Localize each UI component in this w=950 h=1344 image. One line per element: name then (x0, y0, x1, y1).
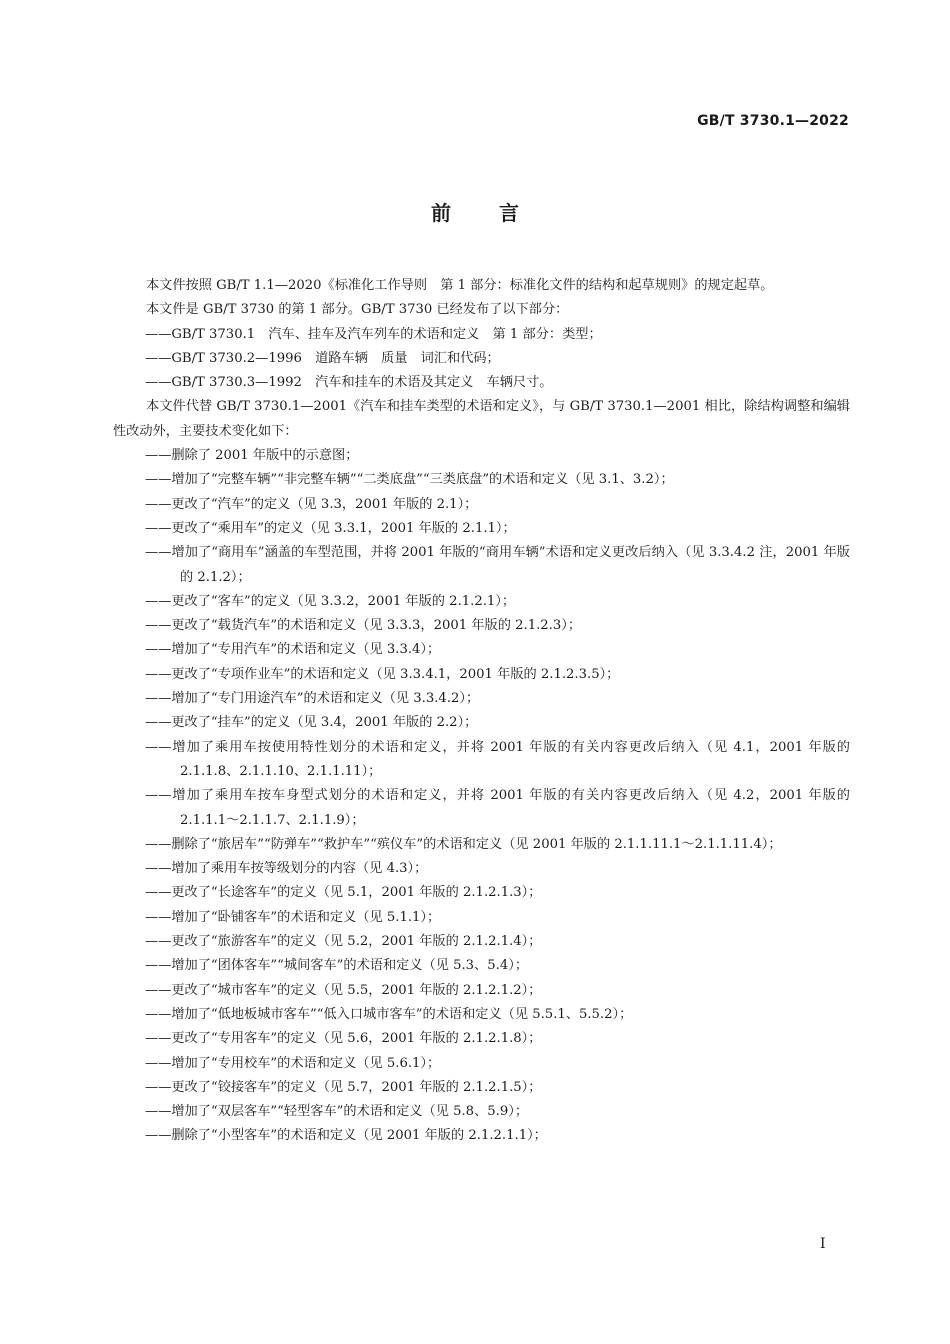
change-list-item: ——更改了“专用客车”的定义（见 5.6，2001 年版的 2.1.2.1.8）； (145, 1031, 542, 1047)
change-list-item: ——增加了乘用车按车身型式划分的术语和定义，并将 2001 年版的有关内容更改后纳入（见 4.2，2001 年版的 2.1.1.1～2.1.1.7、2.1.1.9）； (145, 788, 850, 828)
change-list-item: ——更改了“专项作业车”的术语和定义（见 3.3.4.1，2001 年版的 2.1.2.3.5）； (145, 666, 620, 682)
change-list-item: ——更改了“铰接客车”的定义（见 5.7，2001 年版的 2.1.2.1.5）； (145, 1079, 542, 1095)
change-list-item: ——增加了“专门用途汽车”的术语和定义（见 3.3.4.2）； (145, 691, 480, 707)
change-list-item: ——增加了“完整车辆”“非完整车辆”“二类底盘”“三类底盘”的术语和定义（见 3.1、3.2）； (145, 472, 674, 488)
change-list-item: ——增加了“双层客车”“轻型客车”的术语和定义（见 5.8、5.9）； (145, 1104, 529, 1120)
standard-code: GB/T 3730.1—2022 (697, 113, 849, 129)
parts-list-item: ——GB/T 3730.3—1992 汽车和挂车的术语及其定义 车辆尺寸。 (145, 375, 553, 391)
parts-list-item: ——GB/T 3730.2—1996 道路车辆 质量 词汇和代码； (145, 350, 500, 366)
change-list-item: ——更改了“旅游客车”的定义（见 5.2，2001 年版的 2.1.2.1.4）； (145, 934, 542, 950)
change-list-item: ——删除了“小型客车”的术语和定义（见 2001 年版的 2.1.2.1.1）； (145, 1128, 547, 1144)
change-list-item: ——更改了“乘用车”的定义（见 3.3.1，2001 年版的 2.1.1）； (145, 520, 516, 536)
change-list-item: ——增加了“团体客车”“城间客车”的术语和定义（见 5.3、5.4）； (145, 958, 529, 974)
document-body (113, 274, 850, 1149)
page-title (0, 197, 950, 226)
page-number: I (820, 1236, 826, 1252)
change-list-item: ——更改了“城市客车”的定义（见 5.5，2001 年版的 2.1.2.1.2）； (145, 982, 542, 998)
change-list-item: ——更改了“载货汽车”的术语和定义（见 3.3.3，2001 年版的 2.1.2.3）； (145, 618, 582, 634)
paragraph-parts-intro: 本文件是 GB/T 3730 的第 1 部分。GB/T 3730 已经发布了以下部分： (146, 302, 569, 318)
change-list-item: ——增加了“商用车”涵盖的车型范围，并将 2001 年版的“商用车辆”术语和定义更改后纳入（见 3.3.4.2 注，2001 年版的 2.1.2）； (145, 545, 850, 585)
paragraph-replacement: 本文件代替 GB/T 3730.1—2001《汽车和挂车类型的术语和定义》，与 GB/T 3730.1—2001 相比，除结构调整和编辑性改动外，主要技术变化如下： (113, 399, 850, 439)
change-list-item: ——增加了“专用汽车”的术语和定义（见 3.3.4）； (145, 642, 441, 658)
change-list-item: ——增加了“专用校车”的术语和定义（见 5.6.1）； (145, 1055, 441, 1071)
title-char-2: 言 (499, 201, 519, 225)
change-list-item: ——删除了“旅居车”“防弹车”“救护车”“殡仪车”的术语和定义（见 2001 年版的 2.1.1.11.1～2.1.1.11.4）； (145, 836, 782, 852)
parts-list-item: ——GB/T 3730.1 汽车、挂车及汽车列车的术语和定义 第 1 部分：类型； (145, 326, 602, 342)
change-list-item: ——增加了乘用车按使用特性划分的术语和定义，并将 2001 年版的有关内容更改后纳入（见 4.1，2001 年版的 2.1.1.8、2.1.1.10、2.1.1.11）； (145, 739, 850, 779)
change-list-item: ——增加了“低地板城市客车”“低入口城市客车”的术语和定义（见 5.5.1、5.5.2）； (145, 1006, 633, 1022)
paragraph-drafting-rules: 本文件按照 GB/T 1.1—2020《标准化工作导则 第 1 部分：标准化文件的结构和起草规则》的规定起草。 (146, 278, 774, 293)
change-list-item: ——增加了“卧铺客车”的术语和定义（见 5.1.1）； (145, 909, 441, 925)
change-list-item: ——更改了“挂车”的定义（见 3.4，2001 年版的 2.2）； (145, 715, 478, 731)
change-list-item: ——更改了“长途客车”的定义（见 5.1，2001 年版的 2.1.2.1.3）； (145, 885, 542, 901)
change-list-item: ——更改了“客车”的定义（见 3.3.2，2001 年版的 2.1.2.1）； (145, 593, 516, 609)
change-list-item: ——删除了 2001 年版中的示意图； (145, 448, 359, 464)
change-list-item: ——更改了“汽车”的定义（见 3.3，2001 年版的 2.1）； (145, 496, 478, 512)
change-list-item: ——增加了乘用车按等级划分的内容（见 4.3）； (145, 861, 428, 877)
title-char-1: 前 (431, 201, 451, 225)
